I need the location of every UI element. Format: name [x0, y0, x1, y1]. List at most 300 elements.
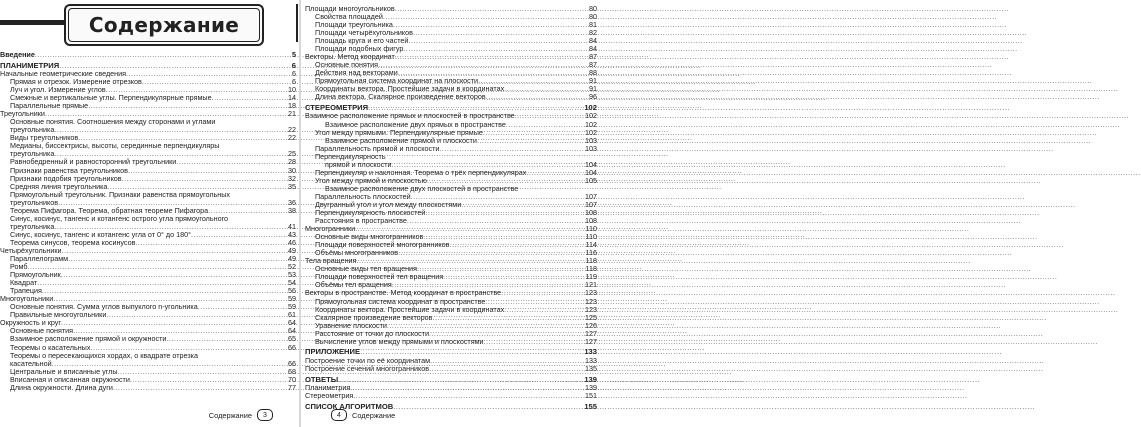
toc-page-number: 49: [288, 254, 296, 264]
toc-page-number: 6: [292, 68, 296, 78]
toc-entry-title: Параллельность плоскостей: [315, 191, 411, 201]
toc-entry-title: Стереометрия: [305, 391, 354, 401]
toc-entry[interactable]: [305, 184, 597, 192]
toc-entry[interactable]: [305, 273, 597, 281]
toc-page-number: 52: [288, 262, 296, 272]
toc-leader-dots: [430, 357, 584, 364]
toc-entry-title: треугольника: [10, 149, 55, 159]
toc-entry[interactable]: [305, 4, 597, 12]
toc-page-number: 77: [288, 382, 296, 392]
toc-entry[interactable]: [305, 176, 597, 184]
toc-page-number: 84: [589, 44, 597, 54]
toc-entry[interactable]: [0, 133, 296, 141]
toc-leader-dots: [90, 344, 287, 351]
toc-entry-title: Трапеция: [10, 286, 42, 296]
toc-entry[interactable]: [305, 144, 597, 152]
toc-page-number: 87: [589, 60, 597, 70]
toc-entry-title: Теорема синусов, теорема косинусов: [10, 237, 136, 247]
toc-page-number: 105: [585, 175, 597, 185]
toc-entry-title: Скалярное произведение векторов: [315, 312, 433, 322]
page-number: 3: [257, 409, 273, 421]
toc-entry[interactable]: [305, 52, 597, 60]
toc-page-number: 110: [585, 232, 597, 242]
toc-entry-title: Смежные и вертикальные углы. Перпендикулярные прямые: [10, 93, 212, 103]
toc-entry[interactable]: [0, 335, 296, 343]
toc-page-number: 121: [585, 280, 597, 290]
toc-page-number: 107: [585, 191, 597, 201]
toc-leader-dots: [117, 368, 287, 375]
toc-page-number: 59: [288, 294, 296, 304]
toc-entry[interactable]: [305, 337, 597, 345]
toc-section-heading[interactable]: [305, 375, 597, 383]
toc-entry[interactable]: [305, 20, 597, 28]
toc-entry[interactable]: [305, 36, 597, 44]
toc-page-number: 41: [288, 221, 296, 231]
toc-entry[interactable]: [305, 160, 597, 168]
toc-leader-dots: [485, 298, 584, 305]
toc-entry[interactable]: [0, 262, 296, 270]
toc-leader-dots: [113, 384, 287, 391]
toc-leader-dots: [107, 183, 287, 190]
page-number: 4: [331, 409, 347, 421]
toc-entry[interactable]: [0, 327, 296, 335]
toc-page-number: 108: [585, 208, 597, 218]
toc-entry[interactable]: [305, 256, 597, 264]
toc-entry-title: Равнобедренный и равносторонний треугольники: [10, 157, 177, 167]
toc-entry[interactable]: [0, 238, 296, 246]
toc-entry[interactable]: [305, 240, 597, 248]
page-title: Содержание: [88, 13, 240, 37]
toc-leader-dots: [477, 137, 584, 144]
toc-entry-title: треугольников: [10, 197, 59, 207]
toc-entry-title: Основные понятия. Сумма углов выпуклого n-угольника: [10, 302, 198, 312]
toc-page-number: 88: [589, 68, 597, 78]
toc-entry-title: Площади многоугольников: [305, 3, 395, 13]
toc-entry-title: Координаты вектора. Простейшие задачи в координатах: [315, 84, 505, 94]
toc-entry[interactable]: [0, 286, 296, 294]
toc-leader-dots: [59, 62, 291, 70]
toc-entry[interactable]: [305, 60, 597, 68]
toc-entry-title: Взаимное расположение прямой и плоскости: [325, 135, 477, 145]
toc-entry-title: Угол между прямой и плоскостью: [315, 175, 427, 185]
toc-page-number: 91: [589, 84, 597, 94]
toc-page-number: 82: [589, 27, 597, 37]
toc-page-number: 123: [585, 288, 597, 298]
toc-entry[interactable]: [305, 313, 597, 321]
toc-entry[interactable]: [305, 44, 597, 52]
toc-leader-dots: [387, 322, 584, 329]
toc-entry-title: Площади поверхностей многогранников: [315, 240, 450, 250]
toc-page-number: 21: [288, 109, 296, 119]
toc-entry[interactable]: [0, 182, 296, 190]
toc-page-number: 133: [585, 355, 597, 365]
toc-leader-dots: [176, 158, 287, 165]
toc-page-number: 66: [288, 342, 296, 352]
toc-entry[interactable]: [0, 166, 296, 174]
toc-page-number: 53: [288, 270, 296, 280]
toc-entry-title: Четырёхугольники: [0, 245, 62, 255]
toc-page-number: 91: [589, 76, 597, 86]
toc-leader-dots: [429, 330, 584, 337]
toc-entry[interactable]: [305, 28, 597, 36]
toc-entry[interactable]: [305, 136, 597, 144]
toc-entry-title: Взаимное расположение прямой и окружности: [10, 334, 167, 344]
toc-entry-title: Прямая и отрезок. Измерение отрезков: [10, 76, 142, 86]
toc-entry-title: Виды треугольников: [10, 133, 79, 143]
toc-page-number: 14: [288, 93, 296, 103]
toc-entry-title: Медианы, биссектрисы, высоты, серединные перпендикуляры: [10, 141, 220, 151]
toc-page-number: 43: [288, 229, 296, 239]
toc-page-number: 46: [288, 237, 296, 247]
toc-entry-title: Свойства площадей: [315, 11, 383, 21]
toc-page-number: 107: [585, 199, 597, 209]
toc-entry-title: Векторы. Метод координат: [305, 52, 395, 62]
toc-page-number: 70: [288, 374, 296, 384]
toc-entry-title: Ромб: [10, 262, 28, 272]
toc-entry[interactable]: [305, 76, 597, 84]
toc-entry[interactable]: [305, 112, 597, 120]
toc-page-number: 28: [288, 157, 296, 167]
toc-leader-dots: [130, 376, 287, 383]
toc-page-number: 6: [291, 60, 296, 70]
toc-section-heading[interactable]: [305, 104, 597, 112]
toc-entry[interactable]: [0, 214, 296, 222]
toc-entry[interactable]: [305, 391, 597, 399]
toc-entry[interactable]: [0, 93, 296, 101]
toc-entry[interactable]: [305, 84, 597, 92]
toc-entry[interactable]: [0, 319, 296, 327]
toc-page-number: 116: [585, 248, 597, 258]
toc-page-number: 123: [585, 296, 597, 306]
toc-page-number: 102: [585, 119, 597, 129]
toc-entry-title: Прямоугольная система координат в пространстве: [315, 296, 486, 306]
toc-page-number: 118: [585, 256, 597, 266]
toc-page-number: 133: [584, 347, 597, 357]
toc-entry[interactable]: [305, 248, 597, 256]
toc-entry-title: Взаимное расположение двух прямых в пространстве: [325, 119, 506, 129]
toc-entry-title: Координаты вектора. Простейшие задачи в координатах: [315, 304, 505, 314]
toc-entry[interactable]: [0, 174, 296, 182]
toc-entry[interactable]: [0, 375, 296, 383]
toc-entry-title: Перпендикуляр и наклонная. Теорема о трёх перпендикулярах: [315, 167, 527, 177]
toc-page-number: 102: [585, 127, 597, 137]
toc-entry[interactable]: [0, 367, 296, 375]
toc-entry-title: Квадрат: [10, 278, 38, 288]
toc-entry-title: Угол между прямыми. Перпендикулярные прямые: [315, 127, 483, 137]
toc-entry-title: ОТВЕТЫ: [305, 374, 339, 384]
toc-entry[interactable]: [0, 50, 296, 58]
toc-page-number: 68: [288, 366, 296, 376]
toc-leader-dots: [484, 338, 584, 345]
toc-page-number: 104: [585, 159, 597, 169]
toc-page-number: 80: [589, 11, 597, 21]
toc-section-heading[interactable]: [0, 61, 296, 69]
toc-page-number: 135: [585, 363, 597, 373]
toc-page-number: 104: [585, 167, 597, 177]
toc-entry-title: Планиметрия: [305, 383, 351, 392]
toc-entry[interactable]: [0, 198, 296, 206]
toc-section-heading[interactable]: [305, 348, 597, 356]
toc-entry[interactable]: [305, 297, 597, 305]
toc-leader-dots: [506, 121, 584, 128]
toc-entry[interactable]: [0, 85, 296, 93]
page-footer-right: [331, 409, 395, 421]
toc-entry[interactable]: [305, 12, 597, 20]
toc-entry-title: Объёмы многогранников: [315, 248, 399, 258]
toc-entry[interactable]: [0, 254, 296, 262]
toc-leader-dots: [166, 335, 287, 342]
toc-entry[interactable]: [0, 101, 296, 109]
toc-entry-title: Уравнение плоскости: [315, 320, 387, 330]
toc-entry[interactable]: [305, 216, 597, 224]
toc-entry-title: ПРИЛОЖЕНИЕ: [305, 347, 361, 357]
toc-page-number: 127: [585, 336, 597, 346]
toc-entry-title: Взаимное расположение прямых и плоскостей в пространстве: [305, 111, 515, 121]
toc-entry[interactable]: [305, 168, 597, 176]
toc-entry-title: СТЕРЕОМЕТРИЯ: [305, 103, 369, 113]
toc-entry[interactable]: [0, 278, 296, 286]
toc-entry-title: Средняя линия треугольника: [10, 181, 108, 191]
toc-page-number: 155: [584, 401, 597, 411]
toc-entry-title: Построение сечений многогранников: [305, 363, 430, 373]
toc-entry[interactable]: [0, 351, 296, 359]
toc-entry-title: прямой и плоскости: [325, 159, 392, 169]
toc-page-number: 151: [585, 391, 597, 401]
toc-page-number: 126: [585, 320, 597, 330]
toc-entry[interactable]: [305, 383, 597, 391]
toc-entry[interactable]: [0, 270, 296, 278]
toc-page-number: 18: [288, 101, 296, 111]
toc-page-number: 10: [288, 85, 296, 95]
toc-entry[interactable]: [0, 190, 296, 198]
toc-page-number: 102: [584, 103, 597, 113]
title-frame: [64, 4, 264, 46]
toc-entry-title: треугольника: [10, 221, 55, 231]
toc-entry[interactable]: [305, 281, 597, 289]
toc-entry[interactable]: [305, 364, 597, 372]
toc-leader-dots: [208, 207, 287, 214]
toc-entry[interactable]: [305, 208, 597, 216]
toc-leader-dots: [128, 167, 287, 174]
toc-entry[interactable]: [0, 109, 296, 117]
toc-page-number: 103: [585, 143, 597, 153]
toc-entry-title: Прямоугольная система координат на плоскости: [315, 76, 479, 86]
toc-entry-title: касательной: [10, 358, 52, 368]
toc-entry-title: Расстояние от точки до плоскости: [315, 328, 429, 338]
title-corner-line: [262, 4, 298, 42]
toc-leader-dots: [432, 314, 584, 321]
toc-entry[interactable]: [305, 224, 597, 232]
toc-entry[interactable]: [0, 383, 296, 391]
toc-page-number: 80: [589, 3, 597, 13]
toc-leader-dots: [427, 177, 584, 184]
toc-page-number: 139: [585, 383, 597, 392]
toc-entry-title: Объёмы тел вращения: [315, 280, 392, 290]
toc-entry[interactable]: [305, 289, 597, 297]
toc-entry-title: Основные понятия: [315, 60, 379, 70]
toc-entry[interactable]: [0, 150, 296, 158]
toc-entry[interactable]: [0, 125, 296, 133]
toc-leader-dots: [122, 175, 287, 182]
toc-entry-title: Основные виды тел вращения: [315, 264, 417, 274]
toc-entry-title: Площади треугольника: [315, 19, 393, 29]
toc-page-number: 32: [288, 173, 296, 183]
toc-entry[interactable]: [305, 356, 597, 364]
toc-page-number: 25: [288, 149, 296, 159]
toc-entry-title: Площади подобных фигур: [315, 44, 404, 54]
toc-entry-title: Длина окружности. Длина дуги: [10, 382, 113, 392]
toc-entry[interactable]: [0, 294, 296, 302]
toc-page-number: 65: [288, 334, 296, 344]
toc-leader-dots: [515, 112, 584, 119]
toc-page-number: 102: [585, 111, 597, 121]
toc-page-number: 64: [288, 318, 296, 328]
toc-page-number: 125: [585, 312, 597, 322]
toc-entry-title: Основные понятия: [10, 326, 74, 336]
toc-entry-title: Теоремы о касательных: [10, 342, 91, 352]
toc-entry-title: треугольника: [10, 125, 55, 135]
toc-entry-title: Взаимное расположение двух плоскостей в пространстве: [325, 183, 519, 193]
toc-entry-title: Действия над векторами: [315, 68, 398, 78]
toc-entry-title: Площади четырёхугольников: [315, 27, 413, 37]
toc-page-number: 96: [589, 92, 597, 102]
toc-page-number: 22: [288, 125, 296, 135]
toc-page-number: 49: [288, 245, 296, 255]
toc-entry-title: Параллелограмм: [10, 254, 69, 264]
toc-leader-dots: [526, 169, 584, 176]
toc-leader-dots: [58, 199, 287, 206]
toc-entry-title: Длина вектора. Скалярное произведение векторов: [315, 92, 486, 102]
toc-entry[interactable]: [305, 93, 597, 101]
toc-entry-title: Площади поверхностей тел вращения: [315, 272, 444, 282]
toc-page-number: 59: [288, 302, 296, 312]
toc-leader-dots: [395, 5, 588, 12]
toc-page-number: 56: [288, 286, 296, 296]
toc-entry[interactable]: [0, 117, 296, 125]
toc-page-number: 61: [288, 310, 296, 320]
toc-entry[interactable]: [305, 200, 597, 208]
toc-entry-title: Многогранники: [305, 224, 356, 234]
toc-page-number: 30: [288, 165, 296, 175]
footer-label: Содержание: [352, 410, 396, 420]
toc-entry[interactable]: [0, 230, 296, 238]
toc-page-number: 110: [585, 224, 597, 234]
toc-leader-dots: [54, 223, 287, 230]
toc-page-number: 38: [288, 205, 296, 215]
toc-entry-title: Начальные геометрические сведения: [0, 68, 127, 78]
toc-leader-dots: [486, 93, 588, 100]
toc-entry-title: Прямоугольник: [10, 270, 61, 280]
toc-page-number: 84: [589, 36, 597, 46]
toc-leader-dots: [35, 51, 291, 58]
toc-entry[interactable]: [0, 343, 296, 351]
toc-entry[interactable]: [305, 192, 597, 200]
toc-entry-title: Правильные многоугольники: [10, 310, 107, 320]
toc-entry-title: Введение: [0, 49, 35, 59]
toc-entry-title: Параллельность прямой и плоскости: [315, 143, 440, 153]
toc-entry[interactable]: [0, 142, 296, 150]
toc-entry-title: Центральные и вписанные углы: [10, 366, 118, 376]
toc-page-number: 114: [585, 240, 597, 250]
toc-list-left: [0, 50, 296, 391]
toc-entry[interactable]: [0, 77, 296, 85]
toc-page-number: 123: [585, 304, 597, 314]
toc-entry-title: Двугранный угол и угол между плоскостями: [315, 199, 462, 209]
toc-page-number: 64: [288, 326, 296, 336]
toc-entry[interactable]: [305, 232, 597, 240]
toc-page-number: 103: [585, 135, 597, 145]
toc-page-number: 87: [589, 52, 597, 62]
toc-entry-title: Вычисление углов между прямыми и плоскостями: [315, 336, 484, 346]
right-page: [301, 0, 600, 427]
toc-entry[interactable]: [0, 359, 296, 367]
toc-page-number: 6: [292, 76, 296, 86]
toc-entry-title: Вписанная и описанная окружности: [10, 374, 130, 384]
toc-leader-dots: [360, 348, 583, 356]
toc-entry[interactable]: [305, 321, 597, 329]
toc-entry[interactable]: [305, 152, 597, 160]
toc-page-number: 54: [288, 278, 296, 288]
toc-entry[interactable]: [0, 311, 296, 319]
toc-entry[interactable]: [305, 68, 597, 76]
toc-leader-dots: [504, 306, 584, 313]
toc-page-number: 66: [288, 358, 296, 368]
toc-leader-dots: [501, 289, 584, 296]
footer-label: Содержание: [208, 410, 252, 420]
toc-leader-dots: [429, 365, 584, 372]
left-page: [0, 0, 299, 427]
toc-page-number: 35: [288, 181, 296, 191]
toc-page-number: 108: [585, 216, 597, 226]
toc-entry-title: Прямоугольный треугольник. Признаки равенства прямоугольных: [10, 189, 231, 199]
toc-entry[interactable]: [305, 120, 597, 128]
toc-entry-title: Перпендикулярность: [315, 151, 386, 161]
toc-page-number: 22: [288, 133, 296, 143]
toc-leader-dots: [483, 129, 584, 136]
toc-entry[interactable]: [0, 206, 296, 214]
toc-page-number: 81: [589, 19, 597, 29]
toc-entry[interactable]: [0, 222, 296, 230]
toc-entry-title: Луч и угол. Измерение углов: [10, 85, 106, 95]
toc-entry-title: Основные понятия. Соотношения между сторонами и углами: [10, 117, 216, 127]
toc-entry-title: Синус, косинус, тангенс и котангенс острого угла прямоугольного: [10, 213, 229, 223]
toc-page-number: 119: [585, 272, 597, 282]
toc-page-number: 127: [585, 328, 597, 338]
toc-list-right: [305, 4, 597, 410]
toc-page-number: 5: [292, 49, 296, 59]
page-footer-left: [209, 409, 273, 421]
toc-entry[interactable]: [305, 265, 597, 273]
toc-entry-title: Признаки подобия треугольников: [10, 173, 122, 183]
toc-entry-title: Векторы в пространстве. Метод координат в пространстве: [305, 288, 502, 298]
toc-entry[interactable]: [0, 246, 296, 254]
toc-entry[interactable]: [0, 302, 296, 310]
toc-entry-title: Теорема Пифагора. Теорема, обратная теореме Пифагора: [10, 205, 209, 215]
toc-entry-title: Окружность и круг: [0, 318, 62, 328]
toc-entry[interactable]: [305, 329, 597, 337]
toc-entry[interactable]: [0, 69, 296, 77]
toc-leader-dots: [353, 392, 584, 399]
toc-entry-title: Синус, косинус, тангенс и котангенс угла от 0° до 180°: [10, 229, 191, 239]
toc-page-number: 139: [584, 374, 597, 384]
toc-entry-title: Признаки равенства треугольников: [10, 165, 128, 175]
toc-entry-title: Площадь круга и его частей: [315, 36, 409, 46]
toc-entry[interactable]: [305, 305, 597, 313]
toc-entry-title: Расстояния в пространстве: [315, 216, 407, 226]
toc-leader-dots: [392, 161, 584, 168]
toc-entry[interactable]: [0, 158, 296, 166]
toc-entry[interactable]: [305, 128, 597, 136]
